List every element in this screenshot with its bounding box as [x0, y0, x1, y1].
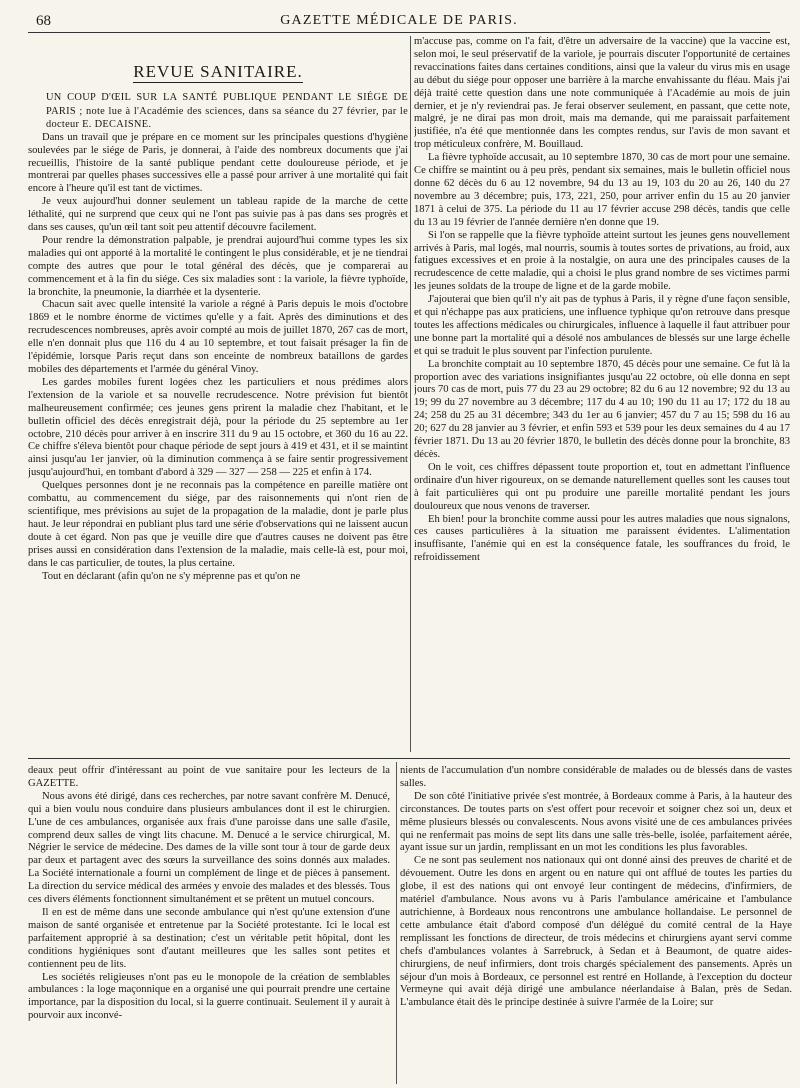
paragraph: J'ajouterai que bien qu'il n'y ait pas de typhus à Paris, il y règne d'une façon sensible, et qui n'échappe pas aux praticiens, une influence typhique qu'on retrouve dans presque toutes les affections médicales ou chirurgicales, influence à laquelle il faut attribuer pour une bonne part la mortalité qui a désolé nos ambulances de blessés sur une large échelle et qui se traduit le plus souvent par l'infection purulente.: [414, 294, 790, 357]
lower-column-right: [400, 765, 792, 1085]
paragraph: Il en est de même dans une seconde ambulance qui n'est qu'une extension d'une maison de santé organisée et entretenue par la Société protestante. Ici le local est parfaitement approprié à sa destination; c'est un véritable petit hôpital, dont les conditions hygiéniques sont d'autant meilleures que les salles sont petites et contiennent peu de lits.: [28, 906, 390, 970]
lower-column-left: [28, 765, 390, 1085]
article-column-left: [28, 36, 408, 752]
paragraph: Ce ne sont pas seulement nos nationaux qui ont donné ainsi des preuves de charité et de dévouement. Outre les dons en argent ou en nature qui ont afflué de toutes les parties du globe, il est des nations qui ont envoyé leur contingent de médecins, d'infirmiers, de matériel d'ambulance. Nous avons vu à Paris l'ambulance américaine et l'ambulance autrichienne, à Bordeaux nous rencontrons une ambulance hollandaise. Le personnel de cette ambulance était d'abord composé d'un délégué du comité central de la Haye remplissant les fonctions de directeur, de trois médecins et chirurgiens ayant servi comme chefs d'ambulances volantes à Sarrebruck, à Sedan et à Beaumont, de quatre aides-chirurgiens, de neuf infirmiers, dont trois chargés spécialement des pansements. Après un séjour d'un mois à Bordeaux, ce personnel est rentré en Hollande, à l'exception du docteur Vermeyne qui avait déjà dirigé une ambulance néerlandaise à Balan, près de Sedan. L'ambulance était dès le principe destinée à suivre l'armée de la Loire; sur: [400, 855, 792, 1009]
paragraph: deaux peut offrir d'intéressant au point de vue sanitaire pour les lecteurs de la GAZETTE.: [28, 765, 390, 789]
paragraph: Tout en déclarant (afin qu'on ne s'y méprenne pas et qu'on ne: [42, 570, 301, 582]
paragraph: Les gardes mobiles furent logées chez les particuliers et nous prédimes alors l'extension de la variole et sa nouvelle recrudescence. Notre prévision fut bientôt malheureusement confirmée; ces jeunes gens prirent la maladie chez l'habitant, et le bulletin officiel des décès enregistrait déjà, pour la période du 25 septembre au 1er octobre, 210 décès pour arriver à en inscrire 311 du 9 au 15 octobre, et 360 du 16 au 22. Ce chiffre s'éleva bientôt pour chaque période de sept jours à 419 et 431, et il se maintint ainsi jusqu'au 1er janvier, où la diminution commença à se faire sentir progressivement jusqu'aujourd'hui, en tombant d'abord à 329 — 327 — 258 — 225 et enfin à 174.: [28, 376, 408, 479]
paragraph: Dans un travail que je prépare en ce moment sur les principales questions d'hygiène soulevées par le siége de Paris, je donnerai, à l'aide des nombreux documents que j'ai recueillis, l'histoire de la santé publique pendant cette douloureuse période, et je montrerai par quelles phases successives elle a passé pour arriver à une mortalité qui fait encore à l'heure qu'il est tant de victimes.: [28, 131, 408, 195]
page-number: 68: [36, 13, 51, 29]
column-divider: [396, 762, 397, 1084]
paragraph: La bronchite comptait au 10 septembre 1870, 45 décès pour une semaine. Ce fut là la proportion avec des variations insignifiantes jusqu'au 22 octobre, où elle donna en sept jours 70 cas de mort, puis 77 du 23 au 29 octobre; 82 du 6 au 12 novembre; 92 du 13 au 19; 99 du 27 novembre au 3 décembre; 117 du 4 au 10; 190 du 11 au 17; 172 du 18 au 24; 258 du 25 au 31 décembre; 343 du 1er au 6 janvier; 457 du 7 au 15; 598 du 16 au 20; 627 du 28 janvier au 3 février, et enfin 593 et 539 pour les deux semaines du 4 au 17 février 1871. Du 13 au 20 février 1870, le bulletin des décès donne pour la bronchite, 83 décès.: [414, 358, 790, 460]
column-divider: [410, 36, 411, 752]
paragraph: On le voit, ces chiffres dépassent toute proportion et, tout en admettant l'influence ordinaire d'un hiver rigoureux, on se demande naturellement quelles sont les causes tout à fait particulières qui ont pu produire une pareille mortalité pendant les jours douloureux que nous venons de traverser.: [414, 461, 790, 512]
section-title: REVUE SANITAIRE.: [133, 62, 303, 81]
paragraph: Pour rendre la démonstration palpable, je prendrai aujourd'hui comme types les six maladies qui ont apporté à la mortalité le contingent le plus considérable, et je ne tiendrai compte des autres que pour le total général des décès, que je comparerai au commencement et à la fin du siége. Ces six maladies sont : la variole, la fièvre typhoïde, la bronchite, la pneumonie, la diarrhée et la dysenterie.: [28, 234, 408, 298]
paragraph: Nous avons été dirigé, dans ces recherches, par notre savant confrère M. Denucé, qui a bien voulu nous conduire dans plusieurs ambulances dont il est le chirurgien. L'une de ces ambulances, organisée aux frais d'une paroisse dans une salle d'asile, comprend deux salles de vingt lits chacune. M. Denucé a le service chirurgical, M. Négrier le service de médecine. Des dames de la ville sont tour à tour de garde deux par deux et partagent avec des sœurs la surveillance des soins donnés aux malades. La Société internationale a fourni un complément de linge et de pièces à pansement. La direction du service médical des armées y envoie des malades et des blessés. Tous ces divers éléments fonctionnent simultanément et se prêtent un mutuel concours.: [28, 790, 390, 906]
paragraph: La fièvre typhoïde accusait, au 10 septembre 1870, 30 cas de mort pour une semaine. Ce chiffre se maintint ou à peu près, pendant six semaines, mais le bulletin officiel nous donne 62 décès du 6 au 12 novembre, 94 du 13 au 19, 103 du 20 au 26, 140 du 27 novembre au 3 décembre; puis, 173, 221, 250, pour arriver enfin du 15 au 20 janvier 1871 à celui de 375. La période du 11 au 17 février accuse 298 décès, tandis que celle du 13 au 19 février de l'année dernière n'en donne que 19.: [414, 152, 790, 228]
journal-title: GAZETTE MÉDICALE DE PARIS.: [280, 13, 518, 28]
paragraph: nients de l'accumulation d'un nombre considérable de malades ou de blessés dans de vastes salles.: [400, 765, 792, 789]
page-header: [28, 10, 770, 33]
article-subhead: UN COUP D'ŒIL SUR LA SANTÉ PUBLIQUE PENDANT LE SIÉGE DE PARIS ; note lue à l'Académie des sciences, dans sa séance du 27 février, par le docteur E. DECAISNE.: [46, 91, 408, 131]
section-divider: [28, 758, 790, 759]
paragraph: Je veux aujourd'hui donner seulement un tableau rapide de la marche de cette léthalité, qui ne surprend que ceux qui ne l'ont pas suivie pas à pas dans ses progrès et dans ses causes, qu'un œil tant soit peu attentif découvre facilement.: [28, 196, 408, 234]
paragraph: Quelques personnes dont je ne reconnais pas la compétence en pareille matière ont combattu, au commencement du siége, par des raisonnements qui n'ont rien de scientifique, mes prévisions au sujet de la propagation de la maladie, dont je parle plus haut. Je leur répondrai en publiant plus tard une série d'observations qui ne laissent aucun doute à cet égard. Non pas que je veuille dire que d'autres causes ne doivent pas être prises aussi en considération dans l'extension de la maladie, mais celle-là est, pour moi, dans le cas particulier, de toutes, la plus certaine.: [28, 480, 408, 569]
paragraph: Eh bien! pour la bronchite comme aussi pour les autres maladies que nous signalons, ces causes particulières à la situation me paraissent évidentes. L'alimentation insuffisante, l'anémie qui en est la conséquence fatale, les souffrances du froid, le refroidissement: [414, 513, 790, 564]
paragraph: De son côté l'initiative privée s'est montrée, à Bordeaux comme à Paris, à la hauteur des circonstances. De toutes parts on s'est offert pour recevoir et soigner chez soi un, deux et même plusieurs blessés ou convalescents. Nous avons visité une de ces ambulances privées qui ne renfermait pas moins de sept lits dans une salle très-belle, isolée, parfaitement aérée, ayant issue sur un jardin, remplissant en un mot les conditions les plus favorables.: [400, 790, 792, 854]
article-column-right: [414, 36, 790, 752]
paragraph: Les sociétés religieuses n'ont pas eu le monopole de la création de semblables ambulances : la loge maçonnique en a organisé une qui pourrait prendre une certaine importance, par la disposition du local, si la guerre continuait. Seulement il y aurait à pourvoir aux inconvé-: [28, 971, 390, 1022]
paragraph: Chacun sait avec quelle intensité la variole a régné à Paris depuis le mois d'octobre 1869 et le nombre énorme de victimes qu'elle y a fait. Après des diminutions et des recrudescences nombreuses, après avoir compté au mois de juillet 1870, 267 cas de mort, elle n'en donnait plus que 116 du 4 au 10 septembre, et tout faisait présager la fin de l'épidémie, lorsque Paris reçut dans son enceinte de nombreux bataillons de gardes mobiles des départements et l'armée du général Vinoy.: [28, 299, 408, 375]
paragraph: Si l'on se rappelle que la fièvre typhoïde atteint surtout les jeunes gens nouvellement arrivés à Paris, mal logés, mal nourris, soumis à toutes sortes de privations, au froid, aux fatigues excessives et en proie à la nostalgie, on aura une des principales causes de la recrudescence de cette maladie, qui a choisi le plus grand nombre de ses victimes parmi les jeunes soldats de la troupe de ligne et de la garde mobile.: [414, 229, 790, 293]
paragraph: m'accuse pas, comme on l'a fait, d'être un adversaire de la vaccine) que la vaccine est, selon moi, le seul préservatif de la variole, je pourrais discuter l'opportunité de certaines revaccinations faites dans certaines conditions, ainsi que la valeur du virus mis en usage au début du siége pour opposer une barrière à la marche envahissante du fléau. Mais j'ai déjà traité cette question dans une note communiquée à l'Académie au mois de juin dernier, et je n'y reviendrai pas. Je ferai observer seulement, en passant, que cette note, malgré, je ne dirai pas mon droit, mais ma demande, qui me paraissait parfaitement justifiée, n'a été que mentionnée dans les comptes rendus, sur l'avis de mon savant et trop méticuleux confrère, M. Bouillaud.: [414, 36, 790, 151]
